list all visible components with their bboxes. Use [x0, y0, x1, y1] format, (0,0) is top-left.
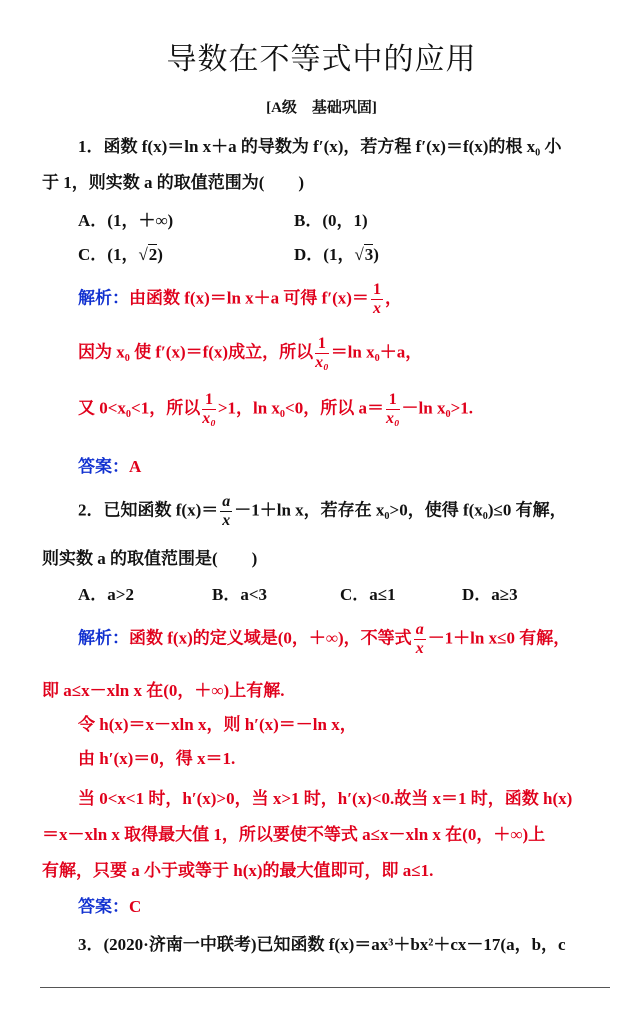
fraction: $\frac{1}{x}$ [372, 281, 381, 317]
q1-option-d: D．(1，√3) [294, 245, 379, 264]
q1-answer-label: 答案： [78, 457, 129, 476]
q2-solution-line-7: 有解，只要 a 小于或等于 h(x)的最大值即可，即 a≤1. [42, 861, 434, 880]
q2-stem-line-1: 2．已知函数 f(x)＝ $\frac{a}{x}$ －1＋ln x，若存在 x₀>0，使得 f(x₀)≤0 有解， [78, 493, 567, 529]
fraction: $\frac{1}{\text{x₀}}$ [202, 391, 216, 427]
q1-solution-line-3: 又 0<x₀<1，所以 $\frac{1}{\text{x₀}}$ >1，ln x₀<0，所以 a＝ $\frac{1}{\text{x₀}}$ －ln x₀>1. [78, 391, 474, 427]
q2-solution-label: 解析： [78, 628, 129, 648]
q2-answer [78, 892, 643, 917]
q2-solution-line-3: 令 h(x)＝x－xln x，则 h′(x)＝－ln x， [78, 715, 357, 734]
q3-stem-line-1: 3．(2020·济南一中联考)已知函数 f(x)＝ax³＋bx²＋cx－17(a，b，c [78, 935, 566, 954]
q2-answer-label: 答案： [78, 897, 129, 916]
q1-solution-line-2: 因为 x₀ 使 f′(x)＝f(x)成立，所以 $\frac{1}{\text{x₀}}$ ＝ln x₀＋a， [78, 335, 423, 371]
q1-stem-line-2: 于 1，则实数 a 的取值范围为( ) [42, 173, 305, 192]
q2-solution-line-2: 即 a≤x－xln x 在(0，＋∞)上有解. [42, 681, 285, 700]
q2-option-c: C．a≤1 [340, 585, 396, 604]
page-title: 导数在不等式中的应用 [166, 42, 477, 77]
q2-option-b: B．a<3 [212, 585, 268, 604]
q2-solution-line-6: ＝x－xln x 取得最大值 1，所以要使不等式 a≤x－xln x 在(0，＋∞)上 [42, 825, 546, 844]
q2-option-d: D．a≥3 [462, 585, 518, 604]
q2-solution-line-1: 解析：函数 f(x)的定义域是(0，＋∞)，不等式 $\frac{a}{x}$ －1＋ln x≤0 有解， [78, 621, 571, 657]
q1-option-c: C．(1，√2) [78, 245, 163, 264]
q1-option-a: A．(1，＋∞) [78, 211, 174, 230]
fraction: $\frac{1}{\text{x₀}}$ [385, 391, 400, 427]
fraction: $\frac{1}{\text{x₀}}$ [315, 335, 329, 371]
fraction: $\frac{a}{x}$ [415, 621, 424, 657]
q2-solution-line-4: 由 h′(x)＝0，得 x＝1. [78, 749, 236, 768]
q2-answer-value: C [129, 897, 142, 916]
q2-option-a: A．a>2 [78, 585, 134, 604]
q1-stem-line-1: 1．函数 f(x)＝ln x＋a 的导数为 f′(x)，若方程 f′(x)＝f(x)的根 x₀ 小 [78, 137, 562, 156]
q2-stem-line-2: 则实数 a 的取值范围是( ) [42, 549, 258, 568]
section-level-heading: [A级 基础巩固] [266, 100, 377, 116]
q1-answer [78, 452, 643, 477]
q1-solution-label: 解析： [78, 288, 129, 308]
q1-option-b: B．(0，1) [294, 211, 368, 230]
q1-answer-value: A [129, 457, 142, 476]
bottom-divider [40, 987, 610, 988]
q2-solution-line-5: 当 0<x<1 时，h′(x)>0，当 x>1 时，h′(x)<0.故当 x＝1 时，函数 h(x) [78, 789, 573, 808]
fraction: $\frac{a}{x}$ [222, 493, 231, 529]
q1-solution-line-1: 解析：由函数 f(x)＝ln x＋a 可得 f′(x)＝ $\frac{1}{x}$ ， [78, 281, 402, 317]
